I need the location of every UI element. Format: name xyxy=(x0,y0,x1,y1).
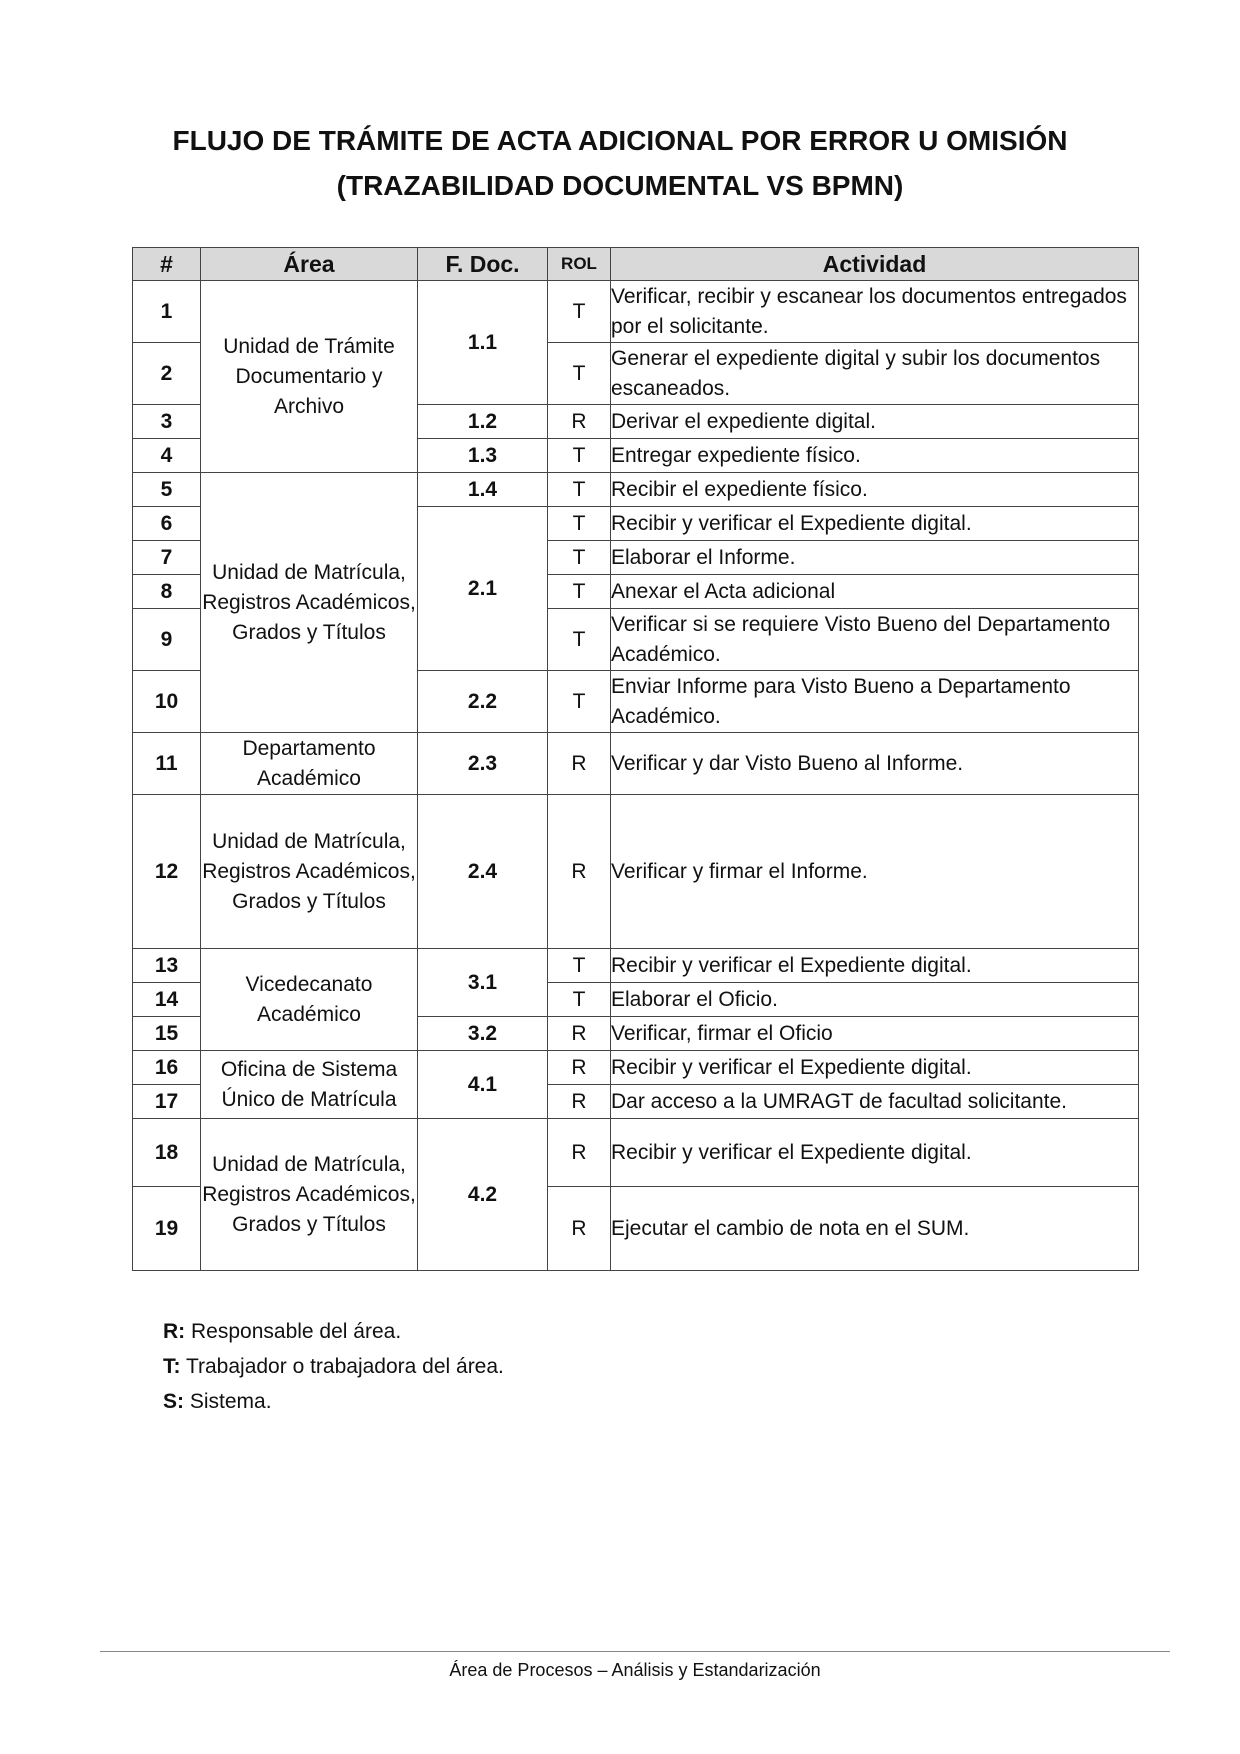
table-row xyxy=(133,733,1139,795)
traceability-table xyxy=(132,247,1139,1271)
fdoc-cell: 3.1 xyxy=(418,949,548,1017)
table-row xyxy=(133,1051,1139,1085)
row-number: 2 xyxy=(133,343,201,405)
activity-cell: Elaborar el Informe. xyxy=(611,541,1139,575)
activity-cell: Recibir y verificar el Expediente digital. xyxy=(611,507,1139,541)
row-number: 18 xyxy=(133,1119,201,1187)
fdoc-cell: 1.3 xyxy=(418,439,548,473)
fdoc-cell: 4.2 xyxy=(418,1119,548,1271)
rol-cell: T xyxy=(548,575,611,609)
rol-cell: R xyxy=(548,405,611,439)
activity-cell: Entregar expediente físico. xyxy=(611,439,1139,473)
rol-cell: R xyxy=(548,1085,611,1119)
role-legend xyxy=(163,1314,504,1419)
activity-cell: Verificar, recibir y escanear los documentos entregados por el solicitante. xyxy=(611,281,1139,343)
legend-text: Sistema. xyxy=(184,1390,272,1413)
rol-cell: T xyxy=(548,439,611,473)
rol-cell: T xyxy=(548,507,611,541)
fdoc-cell: 1.2 xyxy=(418,405,548,439)
legend-item-t xyxy=(163,1349,504,1384)
row-number: 16 xyxy=(133,1051,201,1085)
area-cell: Departamento Académico xyxy=(201,733,418,795)
rol-cell: R xyxy=(548,733,611,795)
row-number: 19 xyxy=(133,1187,201,1271)
activity-cell: Enviar Informe para Visto Bueno a Departamento Académico. xyxy=(611,671,1139,733)
area-cell: Unidad de Trámite Documentario y Archivo xyxy=(201,281,418,473)
fdoc-cell: 2.3 xyxy=(418,733,548,795)
header-activity: Actividad xyxy=(611,248,1139,281)
row-number: 8 xyxy=(133,575,201,609)
document-title xyxy=(130,118,1110,208)
rol-cell: T xyxy=(548,949,611,983)
legend-text: Trabajador o trabajadora del área. xyxy=(180,1355,504,1378)
legend-item-r xyxy=(163,1314,504,1349)
table-header-row xyxy=(133,248,1139,281)
row-number: 7 xyxy=(133,541,201,575)
activity-cell: Recibir el expediente físico. xyxy=(611,473,1139,507)
row-number: 17 xyxy=(133,1085,201,1119)
area-cell: Oficina de Sistema Único de Matrícula xyxy=(201,1051,418,1119)
row-number: 9 xyxy=(133,609,201,671)
row-number: 5 xyxy=(133,473,201,507)
rol-cell: R xyxy=(548,1187,611,1271)
rol-cell: R xyxy=(548,1119,611,1187)
header-area: Área xyxy=(201,248,418,281)
activity-cell: Verificar, firmar el Oficio xyxy=(611,1017,1139,1051)
rol-cell: T xyxy=(548,343,611,405)
rol-cell: T xyxy=(548,609,611,671)
fdoc-cell: 1.1 xyxy=(418,281,548,405)
title-line-2: (TRAZABILIDAD DOCUMENTAL VS BPMN) xyxy=(336,170,904,201)
legend-key: T: xyxy=(163,1355,181,1378)
activity-cell: Verificar y firmar el Informe. xyxy=(611,795,1139,949)
table-row xyxy=(133,473,1139,507)
page-footer: Área de Procesos – Análisis y Estandarización xyxy=(449,1660,821,1680)
table-row xyxy=(133,949,1139,983)
legend-item-s xyxy=(163,1384,504,1419)
row-number: 3 xyxy=(133,405,201,439)
table-row xyxy=(133,1119,1139,1187)
rol-cell: T xyxy=(548,281,611,343)
area-cell: Unidad de Matrícula, Registros Académicos, Grados y Títulos xyxy=(201,473,418,733)
area-cell: Vicedecanato Académico xyxy=(201,949,418,1051)
header-fdoc: F. Doc. xyxy=(418,248,548,281)
rol-cell: T xyxy=(548,541,611,575)
table-row xyxy=(133,795,1139,949)
activity-cell: Verificar y dar Visto Bueno al Informe. xyxy=(611,733,1139,795)
activity-cell: Recibir y verificar el Expediente digital. xyxy=(611,1119,1139,1187)
row-number: 12 xyxy=(133,795,201,949)
fdoc-cell: 2.4 xyxy=(418,795,548,949)
fdoc-cell: 2.2 xyxy=(418,671,548,733)
row-number: 4 xyxy=(133,439,201,473)
activity-cell: Recibir y verificar el Expediente digital. xyxy=(611,1051,1139,1085)
fdoc-cell: 3.2 xyxy=(418,1017,548,1051)
header-rol: ROL xyxy=(548,248,611,281)
row-number: 13 xyxy=(133,949,201,983)
activity-cell: Ejecutar el cambio de nota en el SUM. xyxy=(611,1187,1139,1271)
activity-cell: Derivar el expediente digital. xyxy=(611,405,1139,439)
legend-text: Responsable del área. xyxy=(185,1320,402,1343)
activity-cell: Generar el expediente digital y subir los documentos escaneados. xyxy=(611,343,1139,405)
rol-cell: R xyxy=(548,795,611,949)
rol-cell: R xyxy=(548,1017,611,1051)
legend-key: S: xyxy=(163,1390,184,1413)
area-cell: Unidad de Matrícula, Registros Académicos, Grados y Títulos xyxy=(201,1119,418,1271)
area-cell: Unidad de Matrícula, Registros Académicos, Grados y Títulos xyxy=(201,795,418,949)
activity-cell: Dar acceso a la UMRAGT de facultad solicitante. xyxy=(611,1085,1139,1119)
fdoc-cell: 4.1 xyxy=(418,1051,548,1119)
row-number: 11 xyxy=(133,733,201,795)
rol-cell: T xyxy=(548,473,611,507)
table-row xyxy=(133,281,1139,343)
rol-cell: T xyxy=(548,671,611,733)
row-number: 10 xyxy=(133,671,201,733)
row-number: 15 xyxy=(133,1017,201,1051)
header-num: # xyxy=(133,248,201,281)
fdoc-cell: 2.1 xyxy=(418,507,548,671)
row-number: 6 xyxy=(133,507,201,541)
activity-cell: Anexar el Acta adicional xyxy=(611,575,1139,609)
activity-cell: Verificar si se requiere Visto Bueno del Departamento Académico. xyxy=(611,609,1139,671)
activity-cell: Recibir y verificar el Expediente digital. xyxy=(611,949,1139,983)
activity-cell: Elaborar el Oficio. xyxy=(611,983,1139,1017)
row-number: 14 xyxy=(133,983,201,1017)
rol-cell: T xyxy=(548,983,611,1017)
title-line-1: FLUJO DE TRÁMITE DE ACTA ADICIONAL POR ERROR U OMISIÓN xyxy=(172,125,1068,156)
row-number: 1 xyxy=(133,281,201,343)
legend-key: R: xyxy=(163,1320,186,1343)
footer-divider xyxy=(100,1651,1170,1652)
fdoc-cell: 1.4 xyxy=(418,473,548,507)
rol-cell: R xyxy=(548,1051,611,1085)
